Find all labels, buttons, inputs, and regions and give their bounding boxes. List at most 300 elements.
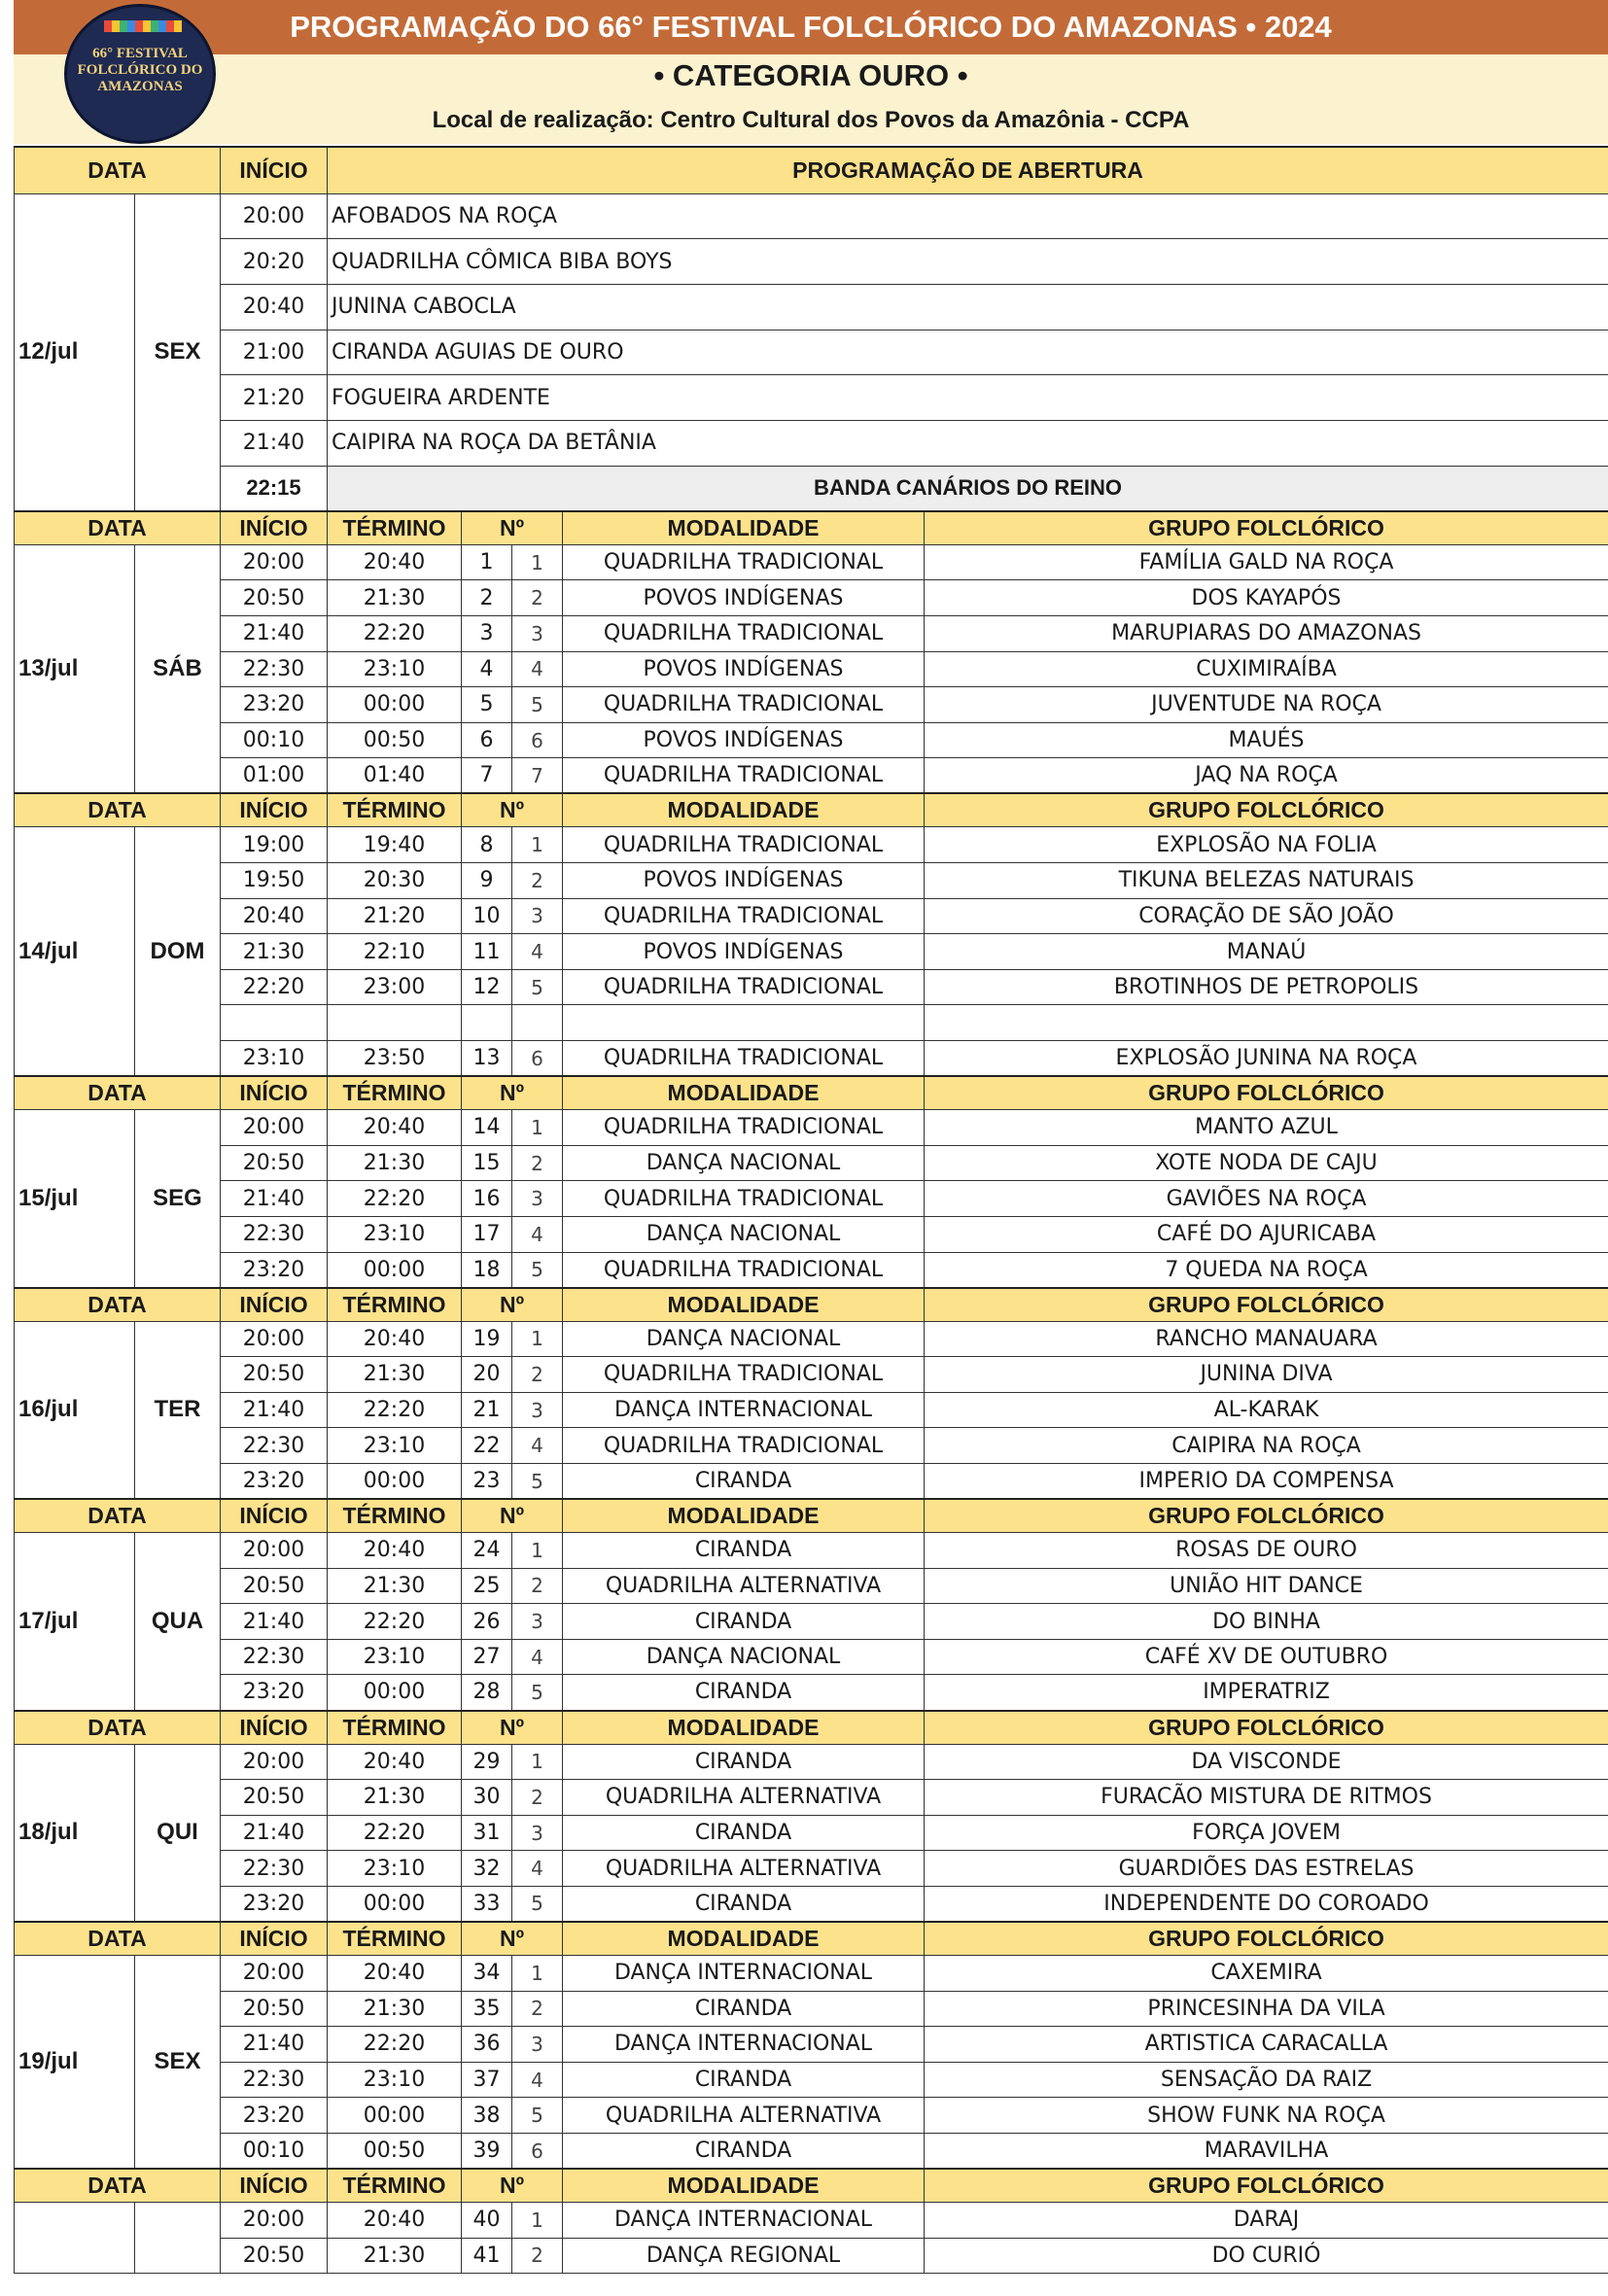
opening-group-name: AFOBADOS NA ROÇA [328,193,1608,239]
col-modalidade-header: MODALIDADE [563,1499,925,1533]
col-numero-header: Nº [462,1711,563,1745]
weekday-cell: SEG [135,1110,221,1288]
day-order-number: 2 [512,1780,563,1816]
col-data-header: DATA [15,1076,221,1110]
end-time: 22:20 [328,616,462,652]
day-order-number: 3 [512,2027,563,2063]
opening-group-name: CIRANDA AGUIAS DE OURO [328,330,1608,375]
performance-row [15,2238,1608,2274]
col-termino-header: TÉRMINO [328,1711,462,1745]
overall-number: 41 [462,2238,512,2274]
modalidade-cell: DANÇA INTERNACIONAL [563,2203,925,2239]
start-time: 21:40 [221,1392,328,1428]
overall-number: 26 [462,1604,512,1640]
end-time: 00:00 [328,1463,462,1499]
overall-number: 31 [462,1815,512,1851]
group-name-cell: AL-KARAK [925,1392,1608,1428]
modalidade-cell: DANÇA NACIONAL [563,1639,925,1675]
modalidade-cell: CIRANDA [563,1604,925,1640]
modalidade-cell: QUADRILHA TRADICIONAL [563,969,925,1005]
end-time: 23:10 [328,1428,462,1464]
col-numero-header: Nº [462,1076,563,1110]
end-time: 00:00 [328,687,462,723]
weekday-cell: QUI [135,1744,221,1922]
festival-logo [64,4,216,144]
group-name-cell: DA VISCONDE [925,1744,1608,1780]
start-time: 21:40 [221,1815,328,1851]
end-time: 21:20 [328,898,462,934]
performance-row [15,651,1608,687]
col-termino-header: TÉRMINO [328,793,462,827]
col-grupo-header: GRUPO FOLCLÓRICO [925,2169,1608,2203]
end-time: 00:00 [328,1252,462,1288]
end-time: 22:20 [328,1815,462,1851]
performance-row [15,722,1608,758]
group-name-cell: FURACÃO MISTURA DE RITMOS [925,1780,1608,1816]
day-order-number: 3 [512,1392,563,1428]
group-name-cell: SHOW FUNK NA ROÇA [925,2098,1608,2134]
col-grupo-header: GRUPO FOLCLÓRICO [925,793,1608,827]
performance-row [15,1005,1608,1041]
modalidade-cell: QUADRILHA TRADICIONAL [563,898,925,934]
day-order-number: 4 [512,1639,563,1675]
overall-number: 20 [462,1357,512,1393]
day-order-number: 7 [512,758,563,794]
modalidade-cell: QUADRILHA TRADICIONAL [563,1041,925,1077]
performance-row [15,1392,1608,1428]
weekday-cell: DOM [135,827,221,1076]
start-time: 20:00 [221,1321,328,1357]
end-time: 23:10 [328,1639,462,1675]
day-header-row [15,1922,1608,1956]
day-order-number: 4 [512,1851,563,1887]
overall-number: 1 [462,544,512,580]
group-name-cell: MAUÉS [925,722,1608,758]
group-name-cell: DO BINHA [925,1604,1608,1640]
col-grupo-header: GRUPO FOLCLÓRICO [925,1288,1608,1322]
group-name-cell: MANTO AZUL [925,1110,1608,1146]
weekday-cell: SEX [135,1956,221,2170]
col-modalidade-header: MODALIDADE [563,1288,925,1322]
col-grupo-header: GRUPO FOLCLÓRICO [925,1711,1608,1745]
overall-number: 15 [462,1145,512,1181]
modalidade-cell: QUADRILHA TRADICIONAL [563,827,925,863]
performance-row [15,1216,1608,1252]
performance-row [15,1851,1608,1887]
overall-number: 40 [462,2203,512,2239]
date-cell: 12/jul [15,193,135,511]
day-order-number: 4 [512,1428,563,1464]
start-time: 22:30 [221,2062,328,2098]
start-time: 21:40 [221,1604,328,1640]
end-time: 20:40 [328,1956,462,1992]
end-time: 00:00 [328,2098,462,2134]
col-data-header: DATA [15,147,221,193]
start-time: 21:30 [221,934,328,970]
day-header-row [15,1288,1608,1322]
start-time: 20:00 [221,2203,328,2239]
flags-decoration [104,20,182,32]
modalidade-cell: QUADRILHA TRADICIONAL [563,616,925,652]
overall-number: 18 [462,1252,512,1288]
opening-time: 21:00 [221,330,328,375]
performance-row [15,1533,1608,1569]
start-time: 23:20 [221,1675,328,1711]
end-time [328,1005,462,1041]
start-time: 00:10 [221,2133,328,2169]
group-name-cell: MARAVILHA [925,2133,1608,2169]
performance-row [15,934,1608,970]
end-time: 20:30 [328,863,462,899]
date-cell: 14/jul [15,827,135,1076]
start-time: 23:20 [221,1886,328,1922]
start-time: 20:50 [221,1568,328,1604]
opening-row [15,284,1608,330]
date-cell: 13/jul [15,544,135,793]
col-data-header: DATA [15,1711,221,1745]
group-name-cell: DARAJ [925,2203,1608,2239]
end-time: 00:00 [328,1675,462,1711]
opening-group-name: CAIPIRA NA ROÇA DA BETÂNIA [328,420,1608,466]
col-data-header: DATA [15,793,221,827]
group-name-cell: UNIÃO HIT DANCE [925,1568,1608,1604]
col-grupo-header: GRUPO FOLCLÓRICO [925,1499,1608,1533]
performance-row [15,1639,1608,1675]
performance-row [15,1252,1608,1288]
day-header-row [15,1711,1608,1745]
performance-row [15,616,1608,652]
date-cell: 16/jul [15,1321,135,1499]
end-time: 21:30 [328,1357,462,1393]
modalidade-cell: QUADRILHA ALTERNATIVA [563,1780,925,1816]
end-time: 20:40 [328,2203,462,2239]
overall-number: 35 [462,1991,512,2027]
col-numero-header: Nº [462,511,563,545]
schedule-table [14,146,1608,2274]
start-time: 20:50 [221,1991,328,2027]
overall-number: 37 [462,2062,512,2098]
modalidade-cell: QUADRILHA TRADICIONAL [563,687,925,723]
modalidade-cell: QUADRILHA TRADICIONAL [563,1252,925,1288]
opening-group-name: JUNINA CABOCLA [328,284,1608,330]
col-grupo-header: GRUPO FOLCLÓRICO [925,511,1608,545]
group-name-cell: 7 QUEDA NA ROÇA [925,1252,1608,1288]
start-time: 20:00 [221,1744,328,1780]
end-time: 21:30 [328,1568,462,1604]
col-data-header: DATA [15,2169,221,2203]
overall-number: 23 [462,1463,512,1499]
day-order-number: 1 [512,2203,563,2239]
group-name-cell: MARUPIARAS DO AMAZONAS [925,616,1608,652]
start-time: 22:30 [221,1428,328,1464]
day-order-number: 4 [512,651,563,687]
overall-number: 13 [462,1041,512,1077]
col-data-header: DATA [15,1922,221,1956]
modalidade-cell: CIRANDA [563,2062,925,2098]
end-time: 00:50 [328,722,462,758]
overall-number: 28 [462,1675,512,1711]
group-name-cell: BROTINHOS DE PETROPOLIS [925,969,1608,1005]
day-order-number: 2 [512,1145,563,1181]
performance-row [15,580,1608,616]
modalidade-cell: QUADRILHA TRADICIONAL [563,544,925,580]
group-name-cell: RANCHO MANAUARA [925,1321,1608,1357]
opening-time: 21:20 [221,375,328,421]
overall-number: 24 [462,1533,512,1569]
day-order-number: 2 [512,863,563,899]
overall-number [462,1005,512,1041]
performance-row [15,1568,1608,1604]
col-inicio-header: INÍCIO [221,2169,328,2203]
col-grupo-header: GRUPO FOLCLÓRICO [925,1922,1608,1956]
col-termino-header: TÉRMINO [328,2169,462,2203]
overall-number: 16 [462,1181,512,1217]
date-cell: 15/jul [15,1110,135,1288]
col-inicio-header: INÍCIO [221,147,328,193]
opening-group-name: QUADRILHA CÔMICA BIBA BOYS [328,239,1608,285]
overall-number: 14 [462,1110,512,1146]
logo-text: 66° FESTIVAL FOLCLÓRICO DO AMAZONAS [77,46,203,94]
col-modalidade-header: MODALIDADE [563,1922,925,1956]
modalidade-cell: QUADRILHA ALTERNATIVA [563,1568,925,1604]
weekday-cell: TER [135,1321,221,1499]
modalidade-cell: DANÇA REGIONAL [563,2238,925,2274]
title-bar [14,0,1608,54]
performance-row [15,2203,1608,2239]
day-header-row [15,793,1608,827]
start-time: 20:00 [221,1956,328,1992]
end-time: 22:20 [328,2027,462,2063]
overall-number: 11 [462,934,512,970]
overall-number: 30 [462,1780,512,1816]
start-time: 19:00 [221,827,328,863]
col-inicio-header: INÍCIO [221,1076,328,1110]
group-name-cell: TIKUNA BELEZAS NATURAIS [925,863,1608,899]
start-time: 21:40 [221,1181,328,1217]
opening-group-name: FOGUEIRA ARDENTE [328,375,1608,421]
col-data-header: DATA [15,511,221,545]
group-name-cell: DOS KAYAPÓS [925,580,1608,616]
overall-number: 9 [462,863,512,899]
day-order-number: 5 [512,1463,563,1499]
overall-number: 19 [462,1321,512,1357]
modalidade-cell: CIRANDA [563,1675,925,1711]
day-order-number [512,1005,563,1041]
page-title: PROGRAMAÇÃO DO 66° FESTIVAL FOLCLÓRICO DO AMAZONAS • 2024 [290,10,1332,44]
day-header-row [15,2169,1608,2203]
col-data-header: DATA [15,1499,221,1533]
performance-row [15,969,1608,1005]
group-name-cell: INDEPENDENTE DO COROADO [925,1886,1608,1922]
modalidade-cell: QUADRILHA TRADICIONAL [563,758,925,794]
col-termino-header: TÉRMINO [328,1922,462,1956]
performance-row [15,1181,1608,1217]
day-header-row [15,1076,1608,1110]
overall-number: 33 [462,1886,512,1922]
opening-time: 20:40 [221,284,328,330]
group-name-cell: IMPERIO DA COMPENSA [925,1463,1608,1499]
day-order-number: 5 [512,2098,563,2134]
group-name-cell: GAVIÕES NA ROÇA [925,1181,1608,1217]
start-time: 23:20 [221,2098,328,2134]
overall-number: 7 [462,758,512,794]
modalidade-cell: DANÇA NACIONAL [563,1145,925,1181]
end-time: 21:30 [328,1145,462,1181]
group-name-cell: JUNINA DIVA [925,1357,1608,1393]
modalidade-cell: QUADRILHA ALTERNATIVA [563,2098,925,2134]
overall-number: 17 [462,1216,512,1252]
overall-number: 6 [462,722,512,758]
overall-number: 36 [462,2027,512,2063]
performance-row [15,1604,1608,1640]
end-time: 01:40 [328,758,462,794]
opening-row [15,420,1608,466]
opening-row [15,330,1608,375]
day-order-number: 1 [512,1956,563,1992]
modalidade-cell: CIRANDA [563,1533,925,1569]
modalidade-cell: DANÇA NACIONAL [563,1321,925,1357]
end-time: 20:40 [328,544,462,580]
performance-row [15,1357,1608,1393]
day-order-number: 1 [512,1744,563,1780]
modalidade-cell: CIRANDA [563,1463,925,1499]
modalidade-cell: POVOS INDÍGENAS [563,934,925,970]
start-time: 22:30 [221,651,328,687]
overall-number: 3 [462,616,512,652]
modalidade-cell: CIRANDA [563,1744,925,1780]
date-cell: 17/jul [15,1533,135,1711]
col-numero-header: Nº [462,2169,563,2203]
performance-row [15,1110,1608,1146]
performance-row [15,1886,1608,1922]
start-time: 23:20 [221,1252,328,1288]
modalidade-cell: QUADRILHA TRADICIONAL [563,1357,925,1393]
end-time: 22:10 [328,934,462,970]
col-numero-header: Nº [462,1922,563,1956]
group-name-cell: DO CURIÓ [925,2238,1608,2274]
group-name-cell: MANAÚ [925,934,1608,970]
col-modalidade-header: MODALIDADE [563,1711,925,1745]
performance-row [15,1744,1608,1780]
venue-text: Local de realização: Centro Cultural dos Povos da Amazônia - CCPA [432,107,1190,133]
modalidade-cell: CIRANDA [563,1886,925,1922]
start-time [221,1005,328,1041]
performance-row [15,1815,1608,1851]
day-order-number: 2 [512,1991,563,2027]
end-time: 19:40 [328,827,462,863]
performance-row [15,2027,1608,2063]
day-order-number: 4 [512,2062,563,2098]
modalidade-cell: DANÇA INTERNACIONAL [563,1392,925,1428]
day-header-row [15,511,1608,545]
modalidade-cell: CIRANDA [563,1815,925,1851]
day-order-number: 4 [512,934,563,970]
day-order-number: 5 [512,1252,563,1288]
performance-row [15,1145,1608,1181]
start-time: 20:00 [221,1110,328,1146]
date-cell: 19/jul [15,1956,135,2170]
performance-row [15,898,1608,934]
day-order-number: 5 [512,687,563,723]
day-order-number: 1 [512,1321,563,1357]
date-cell [15,2203,135,2274]
col-modalidade-header: MODALIDADE [563,793,925,827]
start-time: 21:40 [221,2027,328,2063]
col-inicio-header: INÍCIO [221,1922,328,1956]
col-modalidade-header: MODALIDADE [563,1076,925,1110]
start-time: 20:00 [221,1533,328,1569]
opening-row [15,375,1608,421]
col-termino-header: TÉRMINO [328,511,462,545]
day-order-number: 2 [512,1357,563,1393]
day-order-number: 2 [512,1568,563,1604]
group-name-cell: CAFÉ DO AJURICABA [925,1216,1608,1252]
overall-number: 21 [462,1392,512,1428]
start-time: 01:00 [221,758,328,794]
day-order-number: 3 [512,1181,563,1217]
start-time: 20:50 [221,580,328,616]
modalidade-cell: CIRANDA [563,1991,925,2027]
col-numero-header: Nº [462,793,563,827]
day-order-number: 4 [512,1216,563,1252]
performance-row [15,2098,1608,2134]
end-time: 21:30 [328,2238,462,2274]
day-order-number: 1 [512,544,563,580]
day-order-number: 6 [512,2133,563,2169]
opening-closing-row [15,466,1608,511]
group-name-cell [925,1005,1608,1041]
end-time: 23:50 [328,1041,462,1077]
group-name-cell: ROSAS DE OURO [925,1533,1608,1569]
start-time: 23:20 [221,687,328,723]
start-time: 22:30 [221,1216,328,1252]
overall-number: 5 [462,687,512,723]
overall-number: 32 [462,1851,512,1887]
modalidade-cell: QUADRILHA TRADICIONAL [563,1110,925,1146]
col-modalidade-header: MODALIDADE [563,2169,925,2203]
day-order-number: 3 [512,898,563,934]
group-name-cell: JAQ NA ROÇA [925,758,1608,794]
end-time: 22:20 [328,1604,462,1640]
end-time: 00:50 [328,2133,462,2169]
overall-number: 10 [462,898,512,934]
performance-row [15,1428,1608,1464]
performance-row [15,827,1608,863]
start-time: 23:10 [221,1041,328,1077]
col-inicio-header: INÍCIO [221,1499,328,1533]
modalidade-cell: POVOS INDÍGENAS [563,863,925,899]
weekday-cell: SÁB [135,544,221,793]
opening-header-row [15,147,1608,193]
group-name-cell: XOTE NODA DE CAJU [925,1145,1608,1181]
end-time: 21:30 [328,580,462,616]
opening-time: 20:00 [221,193,328,239]
col-inicio-header: INÍCIO [221,1711,328,1745]
day-order-number: 2 [512,580,563,616]
col-inicio-header: INÍCIO [221,793,328,827]
group-name-cell: EXPLOSÃO NA FOLIA [925,827,1608,863]
col-modalidade-header: MODALIDADE [563,511,925,545]
col-termino-header: TÉRMINO [328,1499,462,1533]
col-inicio-header: INÍCIO [221,1288,328,1322]
overall-number: 8 [462,827,512,863]
performance-row [15,687,1608,723]
modalidade-cell [563,1005,925,1041]
end-time: 20:40 [328,1533,462,1569]
overall-number: 38 [462,2098,512,2134]
col-abertura-header: PROGRAMAÇÃO DE ABERTURA [328,147,1608,193]
weekday-cell: QUA [135,1533,221,1711]
